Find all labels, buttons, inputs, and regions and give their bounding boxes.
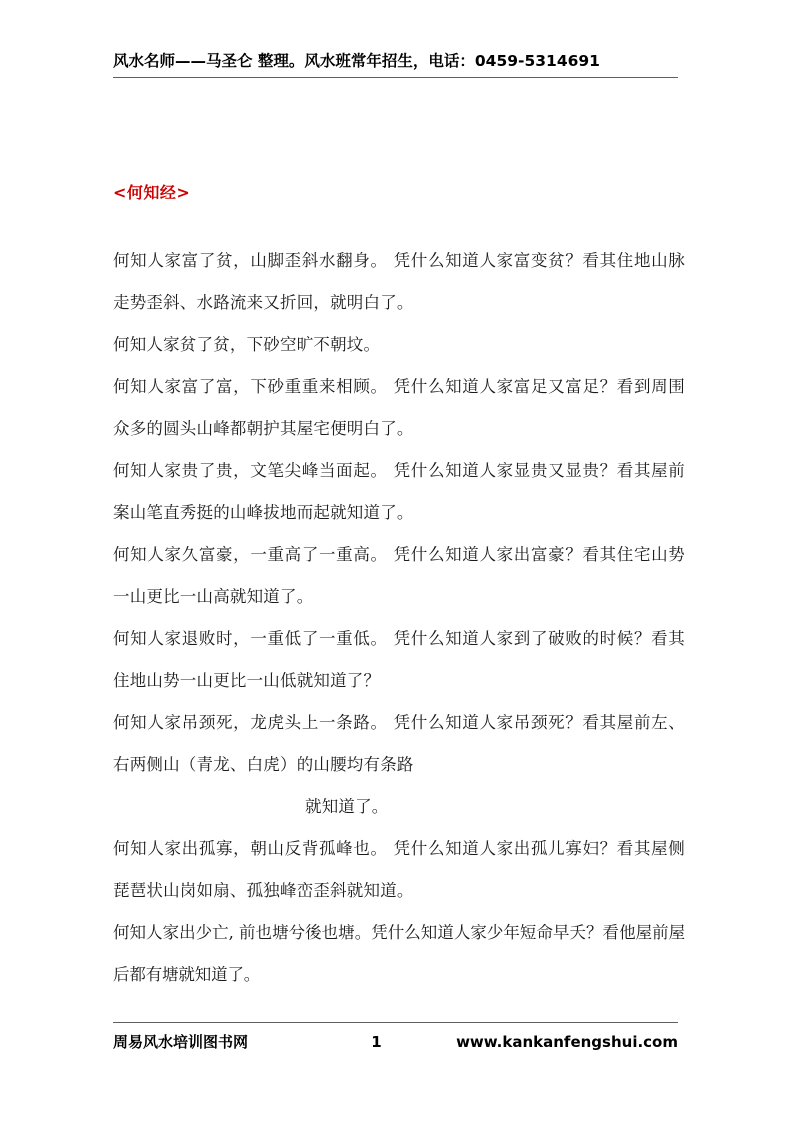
body-paragraph: 何知人家吊颈死，龙虎头上一条路。 凭什么知道人家吊颈死？看其屋前左、右两侧山（青龙、白虎）的山腰均有条路: [113, 713, 685, 774]
header-title-text: 风水名师——马圣仑 整理。风水班常年招生，电话：0459-5314691: [113, 52, 600, 70]
body-paragraph: 何知人家出少亡, 前也塘兮後也塘。凭什么知道人家少年短命早夭？看他屋前屋后都有塘就知道了。: [113, 923, 685, 984]
body-paragraph: 何知人家富了贫，山脚歪斜水翻身。 凭什么知道人家富变贫？看其住地山脉走势歪斜、水路流来又折回，就明白了。: [113, 251, 685, 312]
document-body: [113, 240, 685, 996]
footer-url: www.kankanfengshui.com: [456, 1033, 678, 1051]
body-paragraph: 何知人家贵了贵，文笔尖峰当面起。 凭什么知道人家显贵又显贵？看其屋前案山笔直秀挺的山峰拔地而起就知道了。: [113, 461, 685, 522]
body-paragraph: 何知人家久富豪，一重高了一重高。 凭什么知道人家出富豪？看其住宅山势一山更比一山高就知道了。: [113, 545, 685, 606]
body-paragraph-continuation: 就知道了。: [305, 797, 389, 816]
page-title: <何知经>: [113, 183, 191, 202]
page-header: [113, 50, 678, 78]
body-paragraph: 何知人家富了富，下砂重重来相顾。 凭什么知道人家富足又富足？看到周围众多的圆头山峰都朝护其屋宅便明白了。: [113, 377, 685, 438]
footer-divider: [113, 1022, 678, 1023]
body-paragraph: 何知人家退败时，一重低了一重低。 凭什么知道人家到了破败的时候？看其住地山势一山更比一山低就知道了？: [113, 629, 685, 690]
footer-page-number: 1: [371, 1033, 382, 1051]
header-divider: [113, 77, 678, 78]
footer-row: [113, 1031, 678, 1052]
body-paragraph: 何知人家贫了贫，下砂空旷不朝坟。: [113, 335, 381, 354]
footer-site-name: 周易风水培训图书网: [113, 1033, 249, 1051]
page-footer: [113, 1022, 678, 1052]
body-paragraph: 何知人家出孤寡，朝山反背孤峰也。 凭什么知道人家出孤儿寡妇？看其屋侧琵琶状山岗如扇、孤独峰峦歪斜就知道。: [113, 839, 685, 900]
